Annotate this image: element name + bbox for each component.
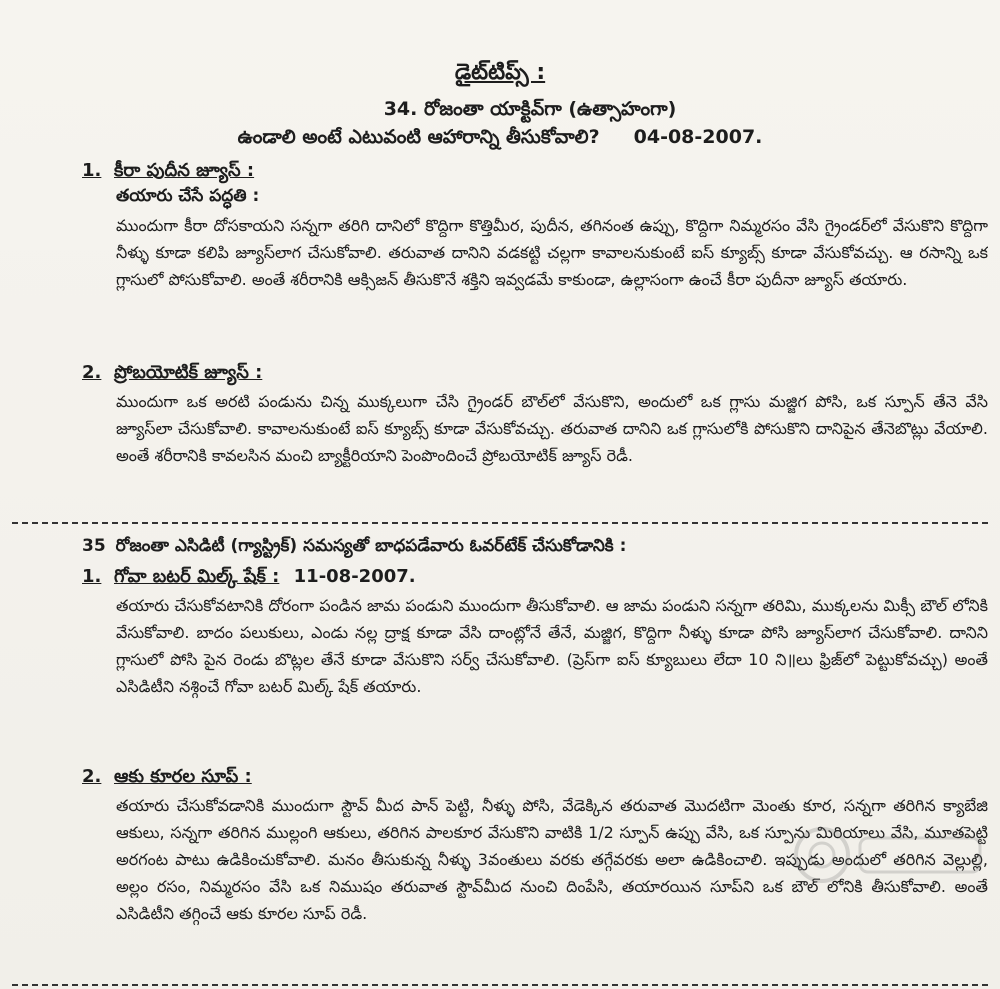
recipe-number: 2. bbox=[82, 362, 102, 383]
topic-title-34: 34. రోజంతా యాక్టివ్‌గా (ఉత్సాహంగా) bbox=[383, 98, 677, 120]
recipe-title: ప్రోబయోటిక్ జ్యూస్ : bbox=[114, 362, 263, 383]
topic-question-34 bbox=[0, 126, 1000, 153]
topic-text: రోజంతా ఎసిడిటీ (గ్యాస్ట్రిక్) సమస్యతో బాధపడేవారు ఓవర్‌టేక్ చేసుకోడానికి : bbox=[115, 536, 627, 556]
recipe-number: 1. bbox=[82, 566, 102, 587]
topic-question-text: ఉండాలి అంటే ఎటువంటి ఆహారాన్ని తీసుకోవాలి? bbox=[237, 126, 600, 148]
bottom-divider bbox=[12, 984, 988, 986]
watermark-icon bbox=[790, 820, 990, 890]
recipe-heading-leafy-soup bbox=[82, 766, 252, 791]
recipe-title: ఆకు కూరల సూప్ : bbox=[114, 766, 252, 787]
recipe-title: గోవా బటర్ మిల్క్ షేక్ : bbox=[114, 566, 280, 587]
section-divider bbox=[12, 522, 988, 524]
method-subheading: తయారు చేసే పద్ధతి : bbox=[116, 186, 260, 206]
recipe-number: 2. bbox=[82, 766, 102, 787]
page-heading: డైట్‌టిప్స్ : bbox=[454, 60, 546, 85]
topic-number: 35 bbox=[82, 536, 106, 556]
recipe-body-leafy-soup: తయారు చేసుకోవడానికి ముందుగా స్టౌవ్ మీద పాన్ పెట్టి, నీళ్ళు పోసి, వేడెక్కిన తరువాత మొదటిగా మెంతు కూర, సన్నగా తరిగిన క్యాబేజి ఆకులు, సన్నగా తరిగిన ముల్లంగి ఆకులు, తరిగిన పాలకూర వేసుకొని వాటికి 1/2 స్పూన్ ఉప్పు వేసి, ఒక స్పూను మిరియాలు వేసి, మూతపెట్టి అరగంట పాటు ఉడికించుకోవాలి. మనం తీసుకున్న నీళ్ళు 3వంతులు వరకు తగ్గేవరకు అలా ఉడికించాలి. ఇప్పుడు అందులో తరిగిన వెల్లుల్లి, అల్లం రసం, నిమ్మరసం వేసి ఒక నిముషం తరువాత స్టౌవ్‌మీద నుంచి దింపేసి, తయారయిన సూప్‌ని ఒక బౌల్ లోనికి తీసుకోవాలి. అంతే ఎసిడిటీని తగ్గించే ఆకు కూరల సూప్ రెడీ. bbox=[116, 796, 988, 923]
topic-title-35 bbox=[82, 536, 626, 560]
recipe-heading-probiotic bbox=[82, 362, 262, 387]
recipe-body-keera-pudina: ముందుగా కీరా దోసకాయని సన్నగా తరిగి దానిలో కొద్దిగా కొత్తిమీర, పుదీన, తగినంత ఉప్పు, కొద్దిగా నిమ్మరసం వేసి గ్రైండర్‌లో వేసుకొని కొద్దిగా నీళ్ళు కూడా కలిపి జ్యూస్‌లాగ చేసుకోవాలి. తరువాత దానిని వడకట్టి చల్లగా కావాలనుకుంటే ఐస్ క్యూబ్స్ కూడా వేసుకోవచ్చు. ఆ రసాన్ని ఒక గ్లాసులో పోసుకోవాలి. అంతే శరీరానికి ఆక్సిజన్ తీసుకొనే శక్తిని ఇవ్వడమే కాకుండా, ఉల్లాసంగా ఉంచే కీరా పుదీనా జ్యూస్ తయారు. bbox=[116, 216, 988, 289]
recipe-date: 11-08-2007. bbox=[293, 566, 416, 587]
recipe-number: 1. bbox=[82, 160, 102, 181]
recipe-title: కీరా పుదీన జ్యూస్ : bbox=[114, 160, 255, 181]
recipe-body-probiotic: ముందుగా ఒక అరటి పండును చిన్న ముక్కలుగా చేసి గ్రైండర్ బౌల్‌లో వేసుకొని, అందులో ఒక గ్లాసు మజ్జిగ పోసి, ఒక స్పూన్ తేనె వేసి జ్యూస్‌లా చేసుకోవాలి. కావాలనుకుంటే ఐస్ క్యూబ్స్ కూడా వేసుకోవచ్చు. తరువాత దానిని ఒక గ్లాసులోకి పోసుకొని దానిపైన తేనెబొట్లు వేయాలి. అంతే శరీరానికి కావలసిన మంచి బ్యాక్టీరియాని పెంపొందించే ప్రోబయోటిక్ జ్యూస్ రెడీ. bbox=[116, 392, 988, 465]
recipe-body-goa-buttermilk: తయారు చేసుకోవటానికి దోరంగా పండిన జామ పండుని ముందుగా తీసుకోవాలి. ఆ జామ పండుని సన్నగా తరిమి, ముక్కలను మిక్సీ బౌల్ లోనికి వేసుకోవాలి. బాదం పలుకులు, ఎండు నల్ల ద్రాక్ష కూడా వేసి దాంట్లోనే తేనే, మజ్జిగ, కొద్దిగా నీళ్ళు కూడా పోసి జ్యూస్‌లాగ చేసుకోవాలి. దానిని గ్లాసులో పోసి పైన రెండు బొట్లల తేనే కూడా వేసుకొని సర్వ్ చేసుకోవాలి. (ప్రెస్‌గా ఐస్ క్యూబులు లేదా 10 ని॥లు ఫ్రిజ్‌లో పెట్టుకోవచ్చు) అంతే ఎసిడిటీని నశ్గించే గోవా బటర్ మిల్క్ షేక్ తయారు. bbox=[116, 596, 988, 696]
topic-date: 04-08-2007. bbox=[633, 126, 763, 148]
recipe-heading-keera-pudina bbox=[82, 160, 254, 185]
recipe-heading-goa-buttermilk bbox=[82, 566, 416, 591]
